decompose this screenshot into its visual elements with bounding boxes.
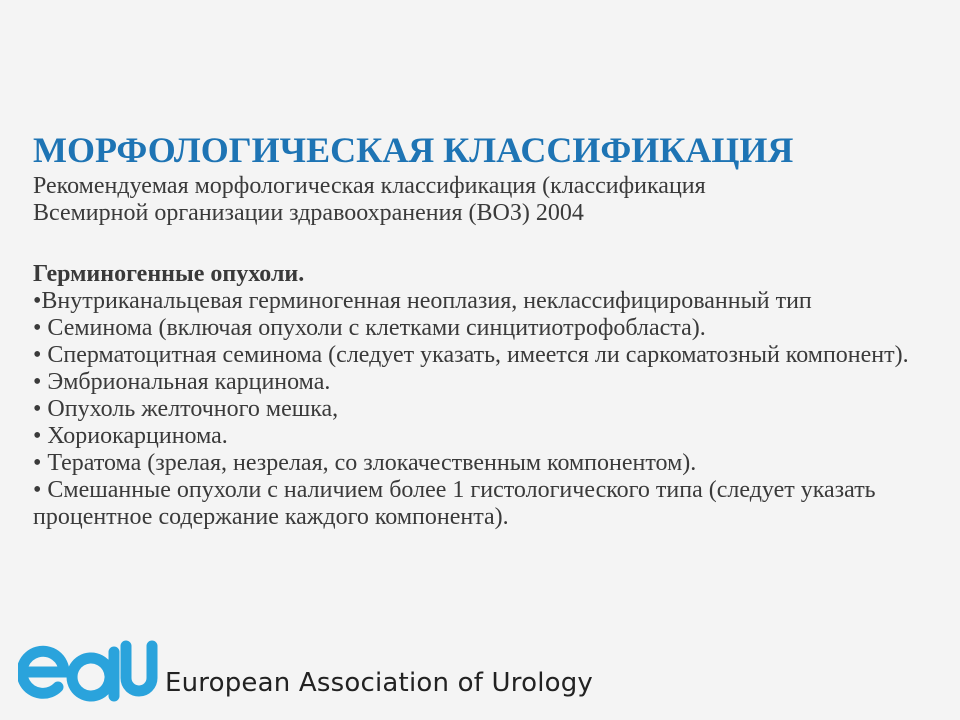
bullet-item: • Хориокарцинома. xyxy=(33,423,228,449)
bullet-item: • Тератома (зрелая, незрелая, со злокачественным компонентом). xyxy=(33,450,697,476)
bullet-item: • Семинома (включая опухоли с клетками синцитиотрофобласта). xyxy=(33,315,706,341)
organization-name: European Association of Urology xyxy=(165,668,594,698)
bullet-item: • Опухоль желточного мешка, xyxy=(33,396,339,422)
bullet-item: • Сперматоцитная семинома (следует указать, имеется ли саркоматозный компонент). xyxy=(33,342,909,368)
subtitle-line-2: Всемирной организации здравоохранения (ВОЗ) 2004 xyxy=(33,200,584,226)
slide-title: МОРФОЛОГИЧЕСКАЯ КЛАССИФИКАЦИЯ xyxy=(33,130,794,170)
eau-logo-icon xyxy=(18,640,160,704)
bullet-list xyxy=(33,288,938,531)
bullet-item: •Внутриканальцевая герминогенная неоплазия, неклассифицированный тип xyxy=(33,288,812,314)
subtitle-line-1: Рекомендуемая морфологическая классификация (классификация xyxy=(33,173,706,199)
bullet-item: • Эмбриональная карцинома. xyxy=(33,369,331,395)
section-heading: Герминогенные опухоли. xyxy=(33,261,305,287)
spacer xyxy=(33,227,938,261)
slide-body xyxy=(33,173,938,531)
bullet-item: • Смешанные опухоли с наличием более 1 гистологического типа (следует указать процентное содержание каждого компонента). xyxy=(33,477,876,530)
footer-logo xyxy=(18,640,638,710)
